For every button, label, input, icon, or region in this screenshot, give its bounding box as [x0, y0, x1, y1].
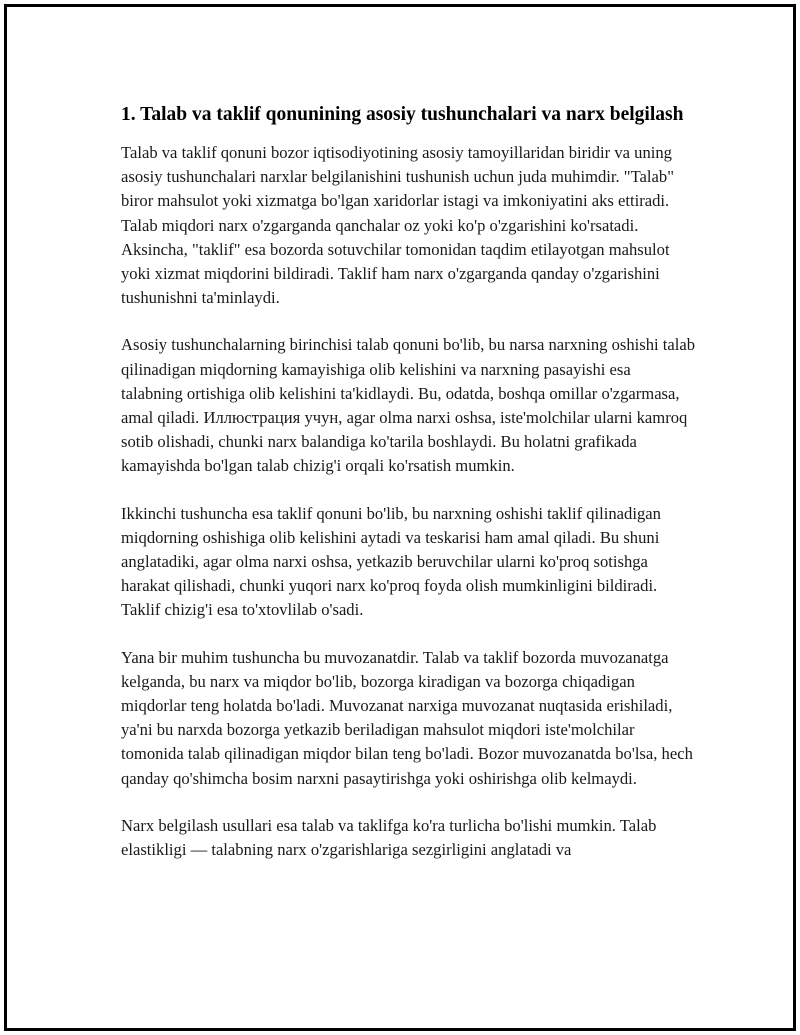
document-body — [121, 101, 695, 885]
paragraph-3: Ikkinchi tushuncha esa taklif qonuni bo'lib, bu narxning oshishi taklif qilinadigan miqdorning oshishiga olib kelishini aytadi va teskarisi ham amal qiladi. Bu shuni anglatadiki, agar olma narxi oshsa, yetkazib beruvchilar ularni ko'proq sotishga harakat qilishadi, chunki yuqori narx ko'proq foyda olish mumkinligini bildiradi. Taklif chizig'i esa to'xtovlilab o'sadi. — [121, 503, 661, 620]
page-frame — [4, 4, 796, 1031]
paragraph-1: Talab va taklif qonuni bozor iqtisodiyotining asosiy tamoyillaridan biridir va uning asosiy tushunchalari narxlar belgilanishini tushunish uchun juda muhimdir. "Talab" biror mahsulot yoki xizmatga bo'lgan xaridorlar istagi va imkoniyatini aks ettiradi. Talab miqdori narx o'zgarganda qanchalar oz yoki ko'p o'zgarishini ko'rsatadi. Aksincha, "taklif" esa bozorda sotuvchilar tomonidan taqdim etilayotgan mahsulot yoki xizmat miqdorini bildiradi. Taklif ham narx o'zgarganda qanday o'zgarishini tushunishni ta'minlaydi. — [121, 143, 674, 308]
page-title: 1. Talab va taklif qonunining asosiy tushunchalari va narx belgilash — [121, 104, 684, 125]
paragraph-4: Yana bir muhim tushuncha bu muvozanatdir. Talab va taklif bozorda muvozanatga kelganda, bu narx va miqdor bo'lib, bozorga kiradigan va bozorga chiqadigan miqdorlar teng holatda bo'ladi. Muvozanat narxiga muvozanat nuqtasida erishiladi, ya'ni bu narxda bozorga yetkazib beriladigan mahsulot miqdori iste'molchilar tomonida talab qilinadigan miqdor bilan teng bo'ladi. Bozor muvozanatda bo'lsa, hech qanday qo'shimcha bosim narxni pasaytirishga yoki oshirishga olib kelmaydi. — [121, 647, 693, 788]
paragraph-5: Narx belgilash usullari esa talab va taklifga ko'ra turlicha bo'lishi mumkin. Talab elastikligi — talabning narx o'zgarishlariga sezgirligini anglatadi va — [121, 815, 657, 860]
paragraph-2: Asosiy tushunchalarning birinchisi talab qonuni bo'lib, bu narsa narxning oshishi talab qilinadigan miqdorning kamayishiga olib kelishini va narxning pasayishi esa talabning ortishiga olib kelishini ta'kidlaydi. Bu, odatda, boshqa omillar o'zgarmasa, amal qiladi. Иллюстрация учун, agar olma narxi oshsa, iste'molchilar ularni kamroq sotib olishadi, chunki narx balandiga ko'tarila boshlaydi. Bu holatni grafikada kamayishda bo'lgan talab chizig'i orqali ko'rsatish mumkin. — [121, 335, 696, 476]
